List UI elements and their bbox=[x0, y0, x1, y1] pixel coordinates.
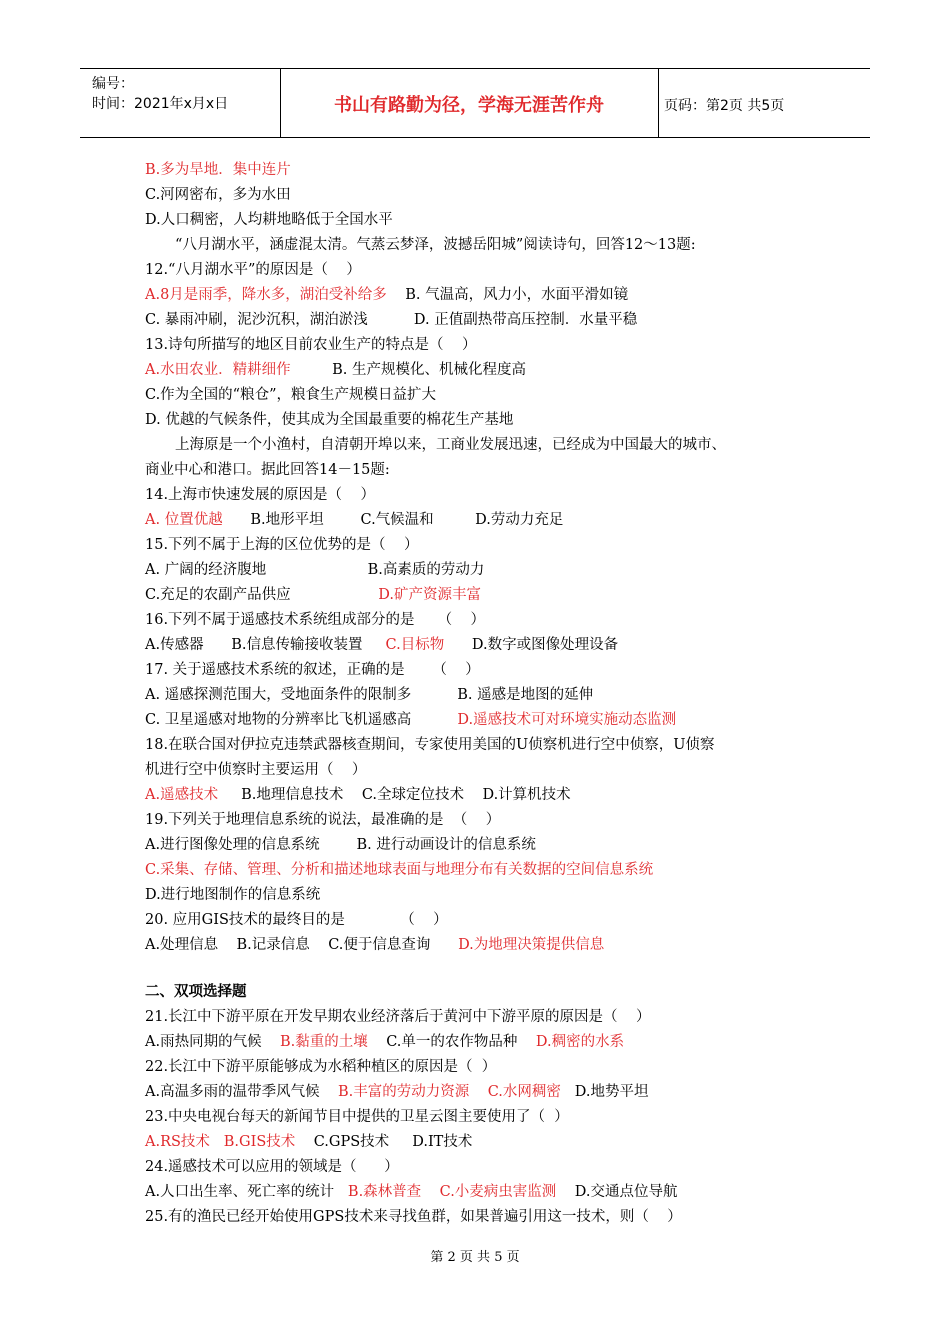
text-segment: 21.长江中下游平原在开发早期农业经济落后于黄河中下游平原的原因是（ ） bbox=[145, 1009, 651, 1025]
text-line bbox=[145, 183, 825, 208]
answer-highlight: B.森林普查 bbox=[347, 1184, 422, 1200]
text-segment: D. 优越的气候条件，使其成为全国最重要的棉花生产基地 bbox=[145, 412, 514, 428]
text-line bbox=[145, 708, 825, 733]
text-segment: B.地形平坦 C.气候温和 D.劳动力充足 bbox=[222, 512, 564, 528]
header-page-info: 页码：第2页 共5页 bbox=[664, 98, 785, 114]
text-line bbox=[145, 858, 825, 883]
time-label: 时间：2021年x月x日 bbox=[92, 96, 229, 112]
text-segment: C. 暴雨冲刷，泥沙沉积，湖泊淤浅 D. 正值副热带高压控制．水量平稳 bbox=[145, 312, 638, 328]
answer-highlight: C.目标物 bbox=[385, 637, 445, 653]
answer-highlight: B.丰富的劳动力资源 bbox=[338, 1084, 470, 1100]
text-segment: C. 卫星遥感对地物的分辨率比飞机遥感高 bbox=[145, 712, 458, 728]
text-line bbox=[145, 333, 825, 358]
text-line bbox=[145, 758, 825, 783]
text-segment: A.处理信息 B.记录信息 C.便于信息查询 bbox=[145, 937, 459, 953]
text-line bbox=[145, 558, 825, 583]
header-motto: 书山有路勤为径，学海无涯苦作舟 bbox=[334, 95, 604, 116]
text-line bbox=[145, 458, 825, 483]
text-line bbox=[145, 208, 825, 233]
answer-highlight: A.水田农业．精耕细作 bbox=[145, 362, 291, 378]
text-line bbox=[145, 283, 825, 308]
header-divider-right bbox=[658, 69, 659, 137]
page-footer: 第 2 页 共 5 页 bbox=[430, 1250, 520, 1265]
section-heading bbox=[145, 980, 825, 1005]
answer-highlight: D.为地理决策提供信息 bbox=[458, 937, 605, 953]
text-segment: A. 广阔的经济腹地 B.高素质的劳动力 bbox=[145, 562, 485, 578]
answer-highlight: A.RS技术 B.GIS技术 bbox=[145, 1134, 296, 1150]
text-segment: A.进行图像处理的信息系统 B. 进行动画设计的信息系统 bbox=[145, 837, 536, 853]
document-body bbox=[145, 158, 825, 1230]
text-line bbox=[145, 358, 825, 383]
text-line bbox=[145, 233, 825, 258]
text-segment bbox=[469, 1080, 487, 1105]
text-segment: 12.“八月湖水平”的原因是（ ） bbox=[145, 262, 361, 278]
text-line bbox=[145, 633, 825, 658]
text-segment: 25.有的渔民已经开始使用GPS技术来寻找鱼群，如果普遍引用这一技术，则（ ） bbox=[145, 1209, 682, 1225]
text-line bbox=[145, 508, 825, 533]
answer-highlight: D.矿产资源丰富 bbox=[378, 587, 481, 603]
text-segment: 19.下列关于地理信息系统的说法，最准确的是 （ ） bbox=[145, 812, 501, 828]
text-segment: 22.长江中下游平原能够成为水稻种植区的原因是（ ） bbox=[145, 1059, 497, 1075]
text-segment: 18.在联合国对伊拉克违禁武器核查期间，专家使用美国的U侦察机进行空中侦察，U侦察 bbox=[145, 737, 715, 753]
answer-highlight: C.小麦病虫害监测 bbox=[439, 1184, 557, 1200]
text-segment: 商业中心和港口。据此回答14－15题: bbox=[145, 462, 390, 478]
text-line bbox=[145, 583, 825, 608]
text-line bbox=[145, 258, 825, 283]
text-segment bbox=[421, 1180, 439, 1205]
answer-highlight: B.黏重的土壤 bbox=[280, 1034, 368, 1050]
text-line bbox=[145, 308, 825, 333]
text-segment: A.高温多雨的温带季风气候 bbox=[145, 1084, 339, 1100]
text-segment: “八月湖水平，涵虚混太清。气蒸云梦泽，波撼岳阳城”阅读诗句，回答12～13题: bbox=[175, 237, 696, 253]
header-meta bbox=[80, 69, 280, 137]
text-line bbox=[145, 683, 825, 708]
text-segment: D.人口稠密，人均耕地略低于全国水平 bbox=[145, 212, 393, 228]
text-line bbox=[145, 883, 825, 908]
text-line bbox=[145, 1080, 825, 1105]
answer-highlight: C.水网稠密 bbox=[487, 1084, 561, 1100]
text-line bbox=[145, 383, 825, 408]
text-line bbox=[145, 1130, 825, 1155]
text-segment: 20. 应用GIS技术的最终目的是 （ ） bbox=[145, 912, 448, 928]
text-segment: 23.中央电视台每天的新闻节目中提供的卫星云图主要使用了（ ） bbox=[145, 1109, 569, 1125]
text-segment: A.人口出生率、死亡率的统计 bbox=[145, 1184, 348, 1200]
text-segment: 上海原是一个小渔村，自清朝开埠以来，工商业发展迅速，已经成为中国最大的城市、 bbox=[175, 437, 726, 453]
text-line bbox=[145, 833, 825, 858]
text-line bbox=[145, 658, 825, 683]
text-segment: 15.下列不属于上海的区位优势的是（ ） bbox=[145, 537, 419, 553]
text-segment: 17. 关于遥感技术系统的叙述，正确的是 （ ） bbox=[145, 662, 480, 678]
answer-highlight: A.遥感技术 bbox=[145, 787, 219, 803]
text-segment: D.交通点位导航 bbox=[556, 1184, 678, 1200]
text-segment: 14.上海市快速发展的原因是（ ） bbox=[145, 487, 375, 503]
answer-highlight: C.采集、存储、管理、分析和描述地球表面与地理分布有关数据的空间信息系统 bbox=[145, 862, 654, 878]
answer-highlight: B.多为旱地．集中连片 bbox=[145, 162, 291, 178]
text-line bbox=[145, 483, 825, 508]
answer-highlight: D.遥感技术可对环境实施动态监测 bbox=[457, 712, 677, 728]
text-line bbox=[145, 533, 825, 558]
text-segment: A. 遥感探测范围大，受地面条件的限制多 B. 遥感是地图的延伸 bbox=[145, 687, 594, 703]
number-label: 编号： bbox=[92, 76, 134, 92]
text-segment: D.进行地图制作的信息系统 bbox=[145, 887, 321, 903]
text-segment: A.雨热同期的气候 bbox=[145, 1034, 281, 1050]
text-segment: B.地理信息技术 C.全球定位技术 D.计算机技术 bbox=[218, 787, 571, 803]
text-line bbox=[145, 408, 825, 433]
answer-highlight: A. 位置优越 bbox=[145, 512, 223, 528]
text-segment: D.数字或图像处理设备 bbox=[444, 637, 619, 653]
text-line bbox=[145, 1055, 825, 1080]
text-line bbox=[145, 908, 825, 933]
text-segment: 二、双项选择题 bbox=[145, 984, 247, 1000]
text-line bbox=[145, 1005, 825, 1030]
page-header bbox=[80, 68, 870, 138]
text-line bbox=[145, 733, 825, 758]
text-line bbox=[145, 933, 825, 958]
answer-highlight: D.稠密的水系 bbox=[535, 1034, 625, 1050]
section-gap bbox=[145, 958, 825, 980]
text-segment: C.河网密布，多为水田 bbox=[145, 187, 291, 203]
text-segment: D.地势平坦 bbox=[560, 1084, 649, 1100]
text-segment: 机进行空中侦察时主要运用（ ） bbox=[145, 762, 367, 778]
text-line bbox=[145, 158, 825, 183]
text-segment: C.作为全国的“粮仓”，粮食生产规模日益扩大 bbox=[145, 387, 437, 403]
text-segment: B. 气温高，风力小，水面平滑如镜 bbox=[386, 287, 629, 303]
text-segment: B. 生产规模化、机械化程度高 bbox=[290, 362, 526, 378]
text-line bbox=[145, 1155, 825, 1180]
text-segment: C.单一的农作物品种 bbox=[367, 1034, 536, 1050]
text-line bbox=[145, 433, 825, 458]
text-line bbox=[145, 1105, 825, 1130]
text-segment: 24.遥感技术可以应用的领域是（ ） bbox=[145, 1159, 399, 1175]
text-segment: 13.诗句所描写的地区目前农业生产的特点是（ ） bbox=[145, 337, 477, 353]
text-line bbox=[145, 808, 825, 833]
text-segment: A.传感器 B.信息传输接收装置 bbox=[145, 637, 386, 653]
text-segment: C.充足的农副产品供应 bbox=[145, 587, 379, 603]
text-segment: C.GPS技术 D.IT技术 bbox=[295, 1134, 473, 1150]
text-segment: 16.下列不属于遥感技术系统组成部分的是 （ ） bbox=[145, 612, 486, 628]
answer-highlight: A.8月是雨季，降水多，湖泊受补给多 bbox=[145, 287, 387, 303]
text-line bbox=[145, 1205, 825, 1230]
text-line bbox=[145, 608, 825, 633]
text-line bbox=[145, 783, 825, 808]
text-line bbox=[145, 1030, 825, 1055]
text-line bbox=[145, 1180, 825, 1205]
